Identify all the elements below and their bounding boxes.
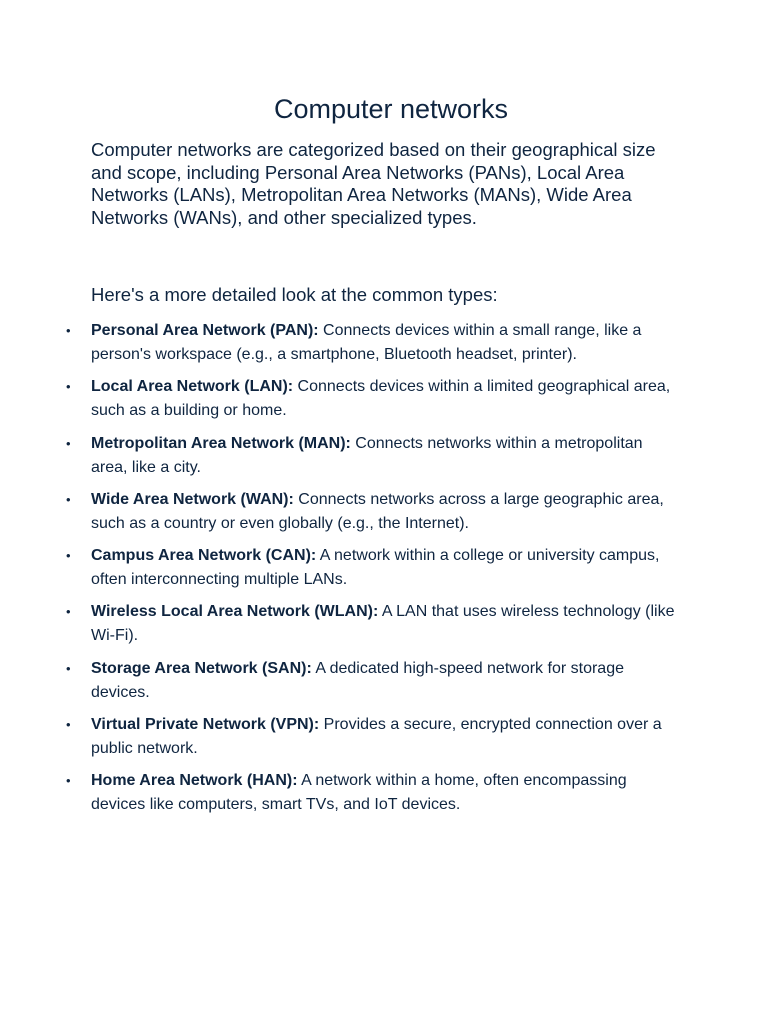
list-item — [0, 488, 681, 544]
item-description: Connects devices within a small range, like a person's workspace (e.g., a smartphone, Bluetooth headset, printer). — [91, 322, 642, 363]
intro-paragraph: Computer networks are categorized based on their geographical size and scope, including Personal Area Networks (PANs), Local Area Networks (LANs), Metropolitan Area Networks (MANs), Wide Area Networks (WANs), and other specialized types. — [91, 139, 656, 228]
item-description: Provides a secure, encrypted connection over a public network. — [91, 716, 662, 758]
bullet-icon: • — [66, 379, 71, 395]
bullet-icon: • — [66, 604, 71, 620]
item-description: A dedicated high-speed network for storage devices. — [91, 659, 624, 701]
list-item — [0, 713, 681, 769]
item-term: Storage Area Network (SAN): — [91, 659, 312, 677]
list-item — [0, 375, 681, 431]
item-description: Connects devices within a limited geographical area, such as a building or home. — [91, 378, 671, 420]
page-title: Computer networks — [273, 94, 509, 124]
item-term: Wireless Local Area Network (WLAN): — [91, 603, 379, 621]
item-description: Connects networks across a large geographic area, such as a country or even globally (e.g., the Internet). — [91, 490, 664, 532]
item-description: A network within a college or university campus, often interconnecting multiple LANs. — [91, 547, 660, 589]
bullet-icon: • — [66, 323, 71, 338]
item-term: Home Area Network (HAN): — [91, 772, 298, 790]
bullet-icon: • — [66, 548, 71, 564]
list-item — [0, 319, 681, 375]
item-term: Campus Area Network (CAN): — [91, 547, 317, 565]
list-item — [0, 432, 681, 488]
list-item — [0, 544, 681, 600]
bullet-icon: • — [66, 660, 71, 676]
list-item — [0, 657, 681, 713]
item-term: Wide Area Network (WAN): — [91, 490, 294, 508]
bullet-icon: • — [66, 491, 71, 507]
item-description: A LAN that uses wireless technology (like Wi-Fi). — [91, 603, 675, 645]
bullet-icon: • — [66, 435, 71, 451]
item-description: A network within a home, often encompassing devices like computers, smart TVs, and IoT devices. — [91, 772, 627, 814]
bullet-icon: • — [66, 717, 71, 733]
bullet-icon: • — [66, 773, 71, 789]
network-types-list — [0, 319, 768, 826]
item-description: Connects networks within a metropolitan area, like a city. — [91, 434, 643, 476]
item-term: Personal Area Network (PAN): — [91, 322, 319, 339]
list-item — [0, 600, 681, 656]
lead-paragraph: Here's a more detailed look at the common types: — [91, 284, 498, 305]
item-term: Metropolitan Area Network (MAN): — [91, 434, 351, 452]
list-item — [0, 769, 681, 825]
item-term: Local Area Network (LAN): — [91, 378, 294, 396]
item-term: Virtual Private Network (VPN): — [91, 716, 320, 734]
